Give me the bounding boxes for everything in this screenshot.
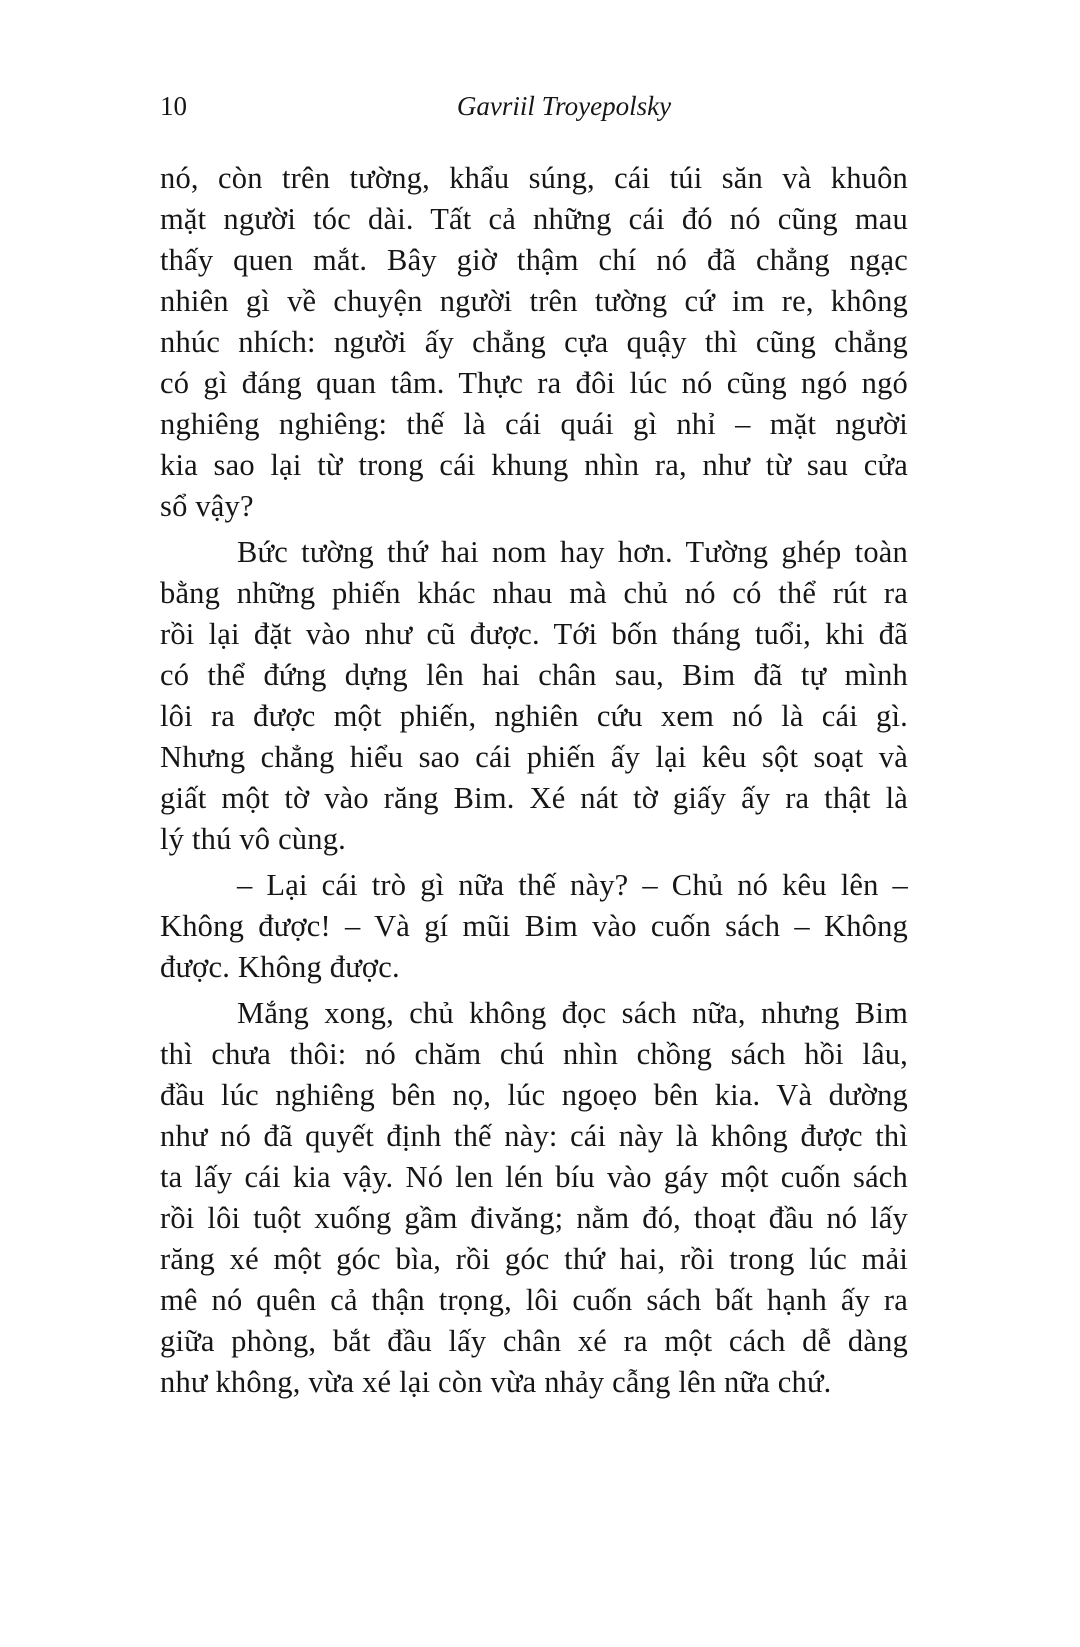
text-line: giữa phòng, bắt đầu lấy chân xé ra một cách dễ dàng — [160, 1324, 908, 1358]
paragraph — [160, 158, 908, 527]
text-line: nhúc nhích: người ấy chẳng cựa quậy thì cũng chẳng — [160, 325, 908, 359]
text-line: răng xé một góc bìa, rồi góc thứ hai, rồi trong lúc mải — [160, 1242, 908, 1276]
text-line: mặt người tóc dài. Tất cả những cái đó nó cũng mau — [160, 202, 908, 236]
text-line: lý thú vô cùng. — [160, 822, 346, 856]
text-line: Bức tường thứ hai nom hay hơn. Tường ghép toàn — [237, 535, 908, 569]
text-line: được. Không được. — [160, 950, 400, 984]
text-line: bằng những phiến khác nhau mà chủ nó có thể rút ra — [160, 576, 908, 610]
text-line: lôi ra được một phiến, nghiên cứu xem nó là cái gì. — [160, 699, 908, 733]
text-line: giất một tờ vào răng Bim. Xé nát tờ giấy ấy ra thật là — [160, 781, 908, 815]
text-line: có thể đứng dựng lên hai chân sau, Bim đã tự mình — [160, 658, 908, 692]
text-line: Nhưng chẳng hiểu sao cái phiến ấy lại kêu sột soạt và — [160, 740, 908, 774]
text-line: sổ vậy? — [160, 489, 254, 523]
text-line: có gì đáng quan tâm. Thực ra đôi lúc nó cũng ngó ngó — [160, 366, 908, 400]
text-line: nó, còn trên tường, khẩu súng, cái túi săn và khuôn — [160, 161, 908, 195]
text-line: như nó đã quyết định thế này: cái này là không được thì — [160, 1119, 908, 1153]
text-line: Mắng xong, chủ không đọc sách nữa, nhưng Bim — [237, 996, 908, 1030]
running-header — [160, 86, 908, 126]
text-line: nhiên gì về chuyện người trên tường cứ im re, không — [160, 284, 908, 318]
paragraph — [160, 532, 908, 860]
text-line: rồi lại đặt vào như cũ được. Tới bốn tháng tuổi, khi đã — [160, 617, 908, 651]
text-line: thì chưa thôi: nó chăm chú nhìn chồng sách hồi lâu, — [160, 1037, 908, 1071]
text-line: rồi lôi tuột xuống gầm đivăng; nằm đó, thoạt đầu nó lấy — [160, 1201, 908, 1235]
text-line: đầu lúc nghiêng bên nọ, lúc ngoẹo bên kia. Và dường — [160, 1078, 908, 1112]
text-line: như không, vừa xé lại còn vừa nhảy cẫng lên nữa chứ. — [160, 1365, 832, 1399]
running-header-author: Gavriil Troyepolsky — [456, 91, 672, 121]
body-text — [160, 158, 908, 1408]
text-line: kia sao lại từ trong cái khung nhìn ra, như từ sau cửa — [160, 448, 908, 482]
text-line: – Lại cái trò gì nữa thế này? – Chủ nó kêu lên – — [237, 868, 908, 902]
text-line: ta lấy cái kia vậy. Nó len lén bíu vào gáy một cuốn sách — [160, 1160, 908, 1194]
page-number: 10 — [160, 91, 187, 121]
text-line: mê nó quên cả thận trọng, lôi cuốn sách bất hạnh ấy ra — [160, 1283, 908, 1317]
paragraph — [160, 865, 908, 988]
text-line: thấy quen mắt. Bây giờ thậm chí nó đã chẳng ngạc — [160, 243, 908, 277]
text-line: nghiêng nghiêng: thế là cái quái gì nhỉ – mặt người — [160, 407, 908, 441]
paragraph — [160, 993, 908, 1403]
text-line: Không được! – Và gí mũi Bim vào cuốn sách – Không — [160, 909, 908, 943]
